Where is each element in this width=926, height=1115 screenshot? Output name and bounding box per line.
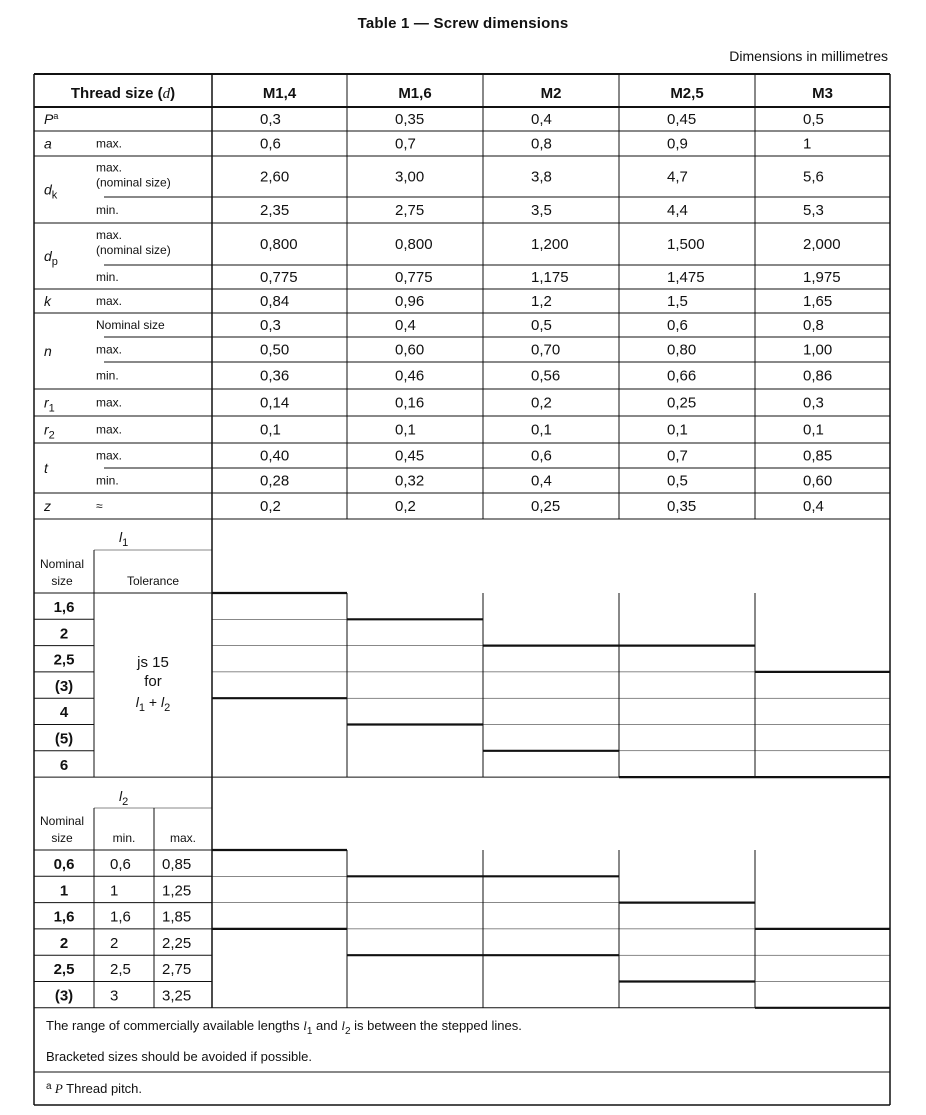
table-cell: 0,36 (260, 367, 290, 385)
table-cell: 0,32 (395, 472, 425, 490)
table-cell: 0,50 (260, 341, 290, 359)
row-symbol: $r_1$ (44, 394, 55, 415)
table-cell: 0,5 (667, 472, 688, 490)
table-cell: 0,4 (531, 111, 552, 128)
row-label: max. (96, 342, 123, 357)
row-label: max. (96, 422, 123, 437)
table-cell: 0,8 (531, 135, 552, 153)
row-symbol: $r_2$ (44, 421, 55, 442)
tolerance-text: for (144, 673, 162, 690)
l2-max: 1,85 (162, 908, 192, 926)
table-cell: 3,00 (395, 168, 425, 186)
row-symbol: $P^a$ (44, 111, 59, 127)
table-cell: 0,3 (803, 394, 824, 412)
table-cell: 0,1 (395, 421, 416, 439)
table-cell: 4,7 (667, 168, 688, 186)
l2-min: 3 (110, 987, 119, 1005)
table-cell: 0,35 (667, 498, 697, 515)
table-cell: 0,2 (395, 498, 416, 515)
dimensions-note: Dimensions in millimetres (729, 48, 888, 64)
tolerance-formula: $l_1 + l_2$ (135, 694, 171, 714)
l2-max: 1,25 (162, 882, 192, 900)
table-cell: 0,45 (667, 111, 697, 128)
row-label: ≈ (96, 499, 103, 513)
table-cell: 0,84 (260, 293, 290, 310)
nominal-label: Nominal (39, 814, 85, 828)
row-symbol: z (44, 498, 51, 514)
l2-min: 1 (110, 882, 119, 900)
table-cell: 0,85 (803, 447, 833, 465)
l2-max: 2,75 (162, 961, 192, 979)
table-cell: 0,5 (531, 317, 552, 334)
table-cell: 0,775 (260, 269, 298, 286)
row-label: min. (96, 203, 119, 217)
table-cell: 0,80 (667, 341, 697, 359)
size-column-header: M3 (812, 85, 833, 102)
l2-size: (3) (54, 987, 74, 1005)
table-cell: 0,3 (260, 317, 281, 334)
table-cell: 0,1 (531, 421, 552, 439)
table-cell: 0,40 (260, 447, 290, 465)
table-cell: 1,500 (667, 236, 705, 253)
l2-max: 3,25 (162, 987, 192, 1005)
tolerance-label: Tolerance (126, 574, 180, 588)
table-cell: 1,2 (531, 293, 552, 310)
row-label: max. (96, 395, 123, 410)
table-cell: 1,175 (531, 269, 569, 286)
table-cell: 0,9 (667, 135, 688, 153)
table-cell: 0,2 (260, 498, 281, 515)
l1-symbol: $l_1$ (119, 529, 129, 549)
table-cell: 0,60 (395, 341, 425, 359)
row-symbol: $d_k$ (44, 181, 58, 202)
size-column-header: M2,5 (670, 85, 704, 102)
table-cell: 2,60 (260, 168, 290, 186)
table-cell: 0,14 (260, 394, 290, 412)
table-cell: 1,975 (803, 269, 841, 286)
table-title: Table 1 — Screw dimensions (357, 15, 569, 32)
table-cell: 0,66 (667, 367, 697, 385)
nominal-label: Nominal (39, 557, 85, 571)
row-label: (nominal size) (96, 243, 171, 257)
table-cell: 0,4 (803, 498, 824, 515)
table-cell: 0,25 (667, 394, 697, 412)
table-cell: 0,86 (803, 367, 833, 385)
l2-size: 0,6 (53, 856, 75, 873)
l1-size: 4 (59, 704, 69, 722)
table-cell: 0,1 (667, 421, 688, 439)
l1-size: 6 (59, 756, 69, 774)
row-label: (nominal size) (96, 175, 171, 190)
table-cell: 0,45 (395, 447, 425, 465)
table-cell: 3,8 (531, 168, 552, 186)
table-cell: 0,6 (260, 135, 281, 153)
table-cell: 0,16 (395, 394, 425, 412)
table-cell: 0,2 (531, 394, 552, 412)
table-cell: 4,4 (667, 202, 688, 219)
table-cell: 1,475 (667, 269, 705, 286)
l1-size: 1,6 (53, 599, 75, 616)
table-cell: 0,4 (531, 472, 552, 490)
table-cell: 0,5 (803, 111, 824, 128)
nominal-label: size (51, 831, 73, 845)
min-label: min. (112, 831, 136, 845)
table-cell: 0,28 (260, 472, 290, 490)
size-column-header: M2 (540, 85, 562, 102)
row-label: min. (96, 473, 119, 488)
table-cell: 1,5 (667, 293, 688, 310)
nominal-label: size (51, 574, 73, 588)
table-cell: 0,8 (803, 317, 824, 334)
range-footnote: The range of commercially available lengths $l_1$ and $l_2$ is between the stepped lines. (46, 1018, 522, 1037)
table-cell: 0,800 (395, 236, 433, 253)
table-cell: 2,35 (260, 202, 290, 219)
l2-size: 2,5 (53, 961, 75, 979)
l2-min: 0,6 (110, 856, 131, 873)
table-cell: 0,800 (260, 236, 298, 253)
row-label: max. (96, 228, 123, 242)
row-symbol: n (44, 343, 52, 359)
l2-min: 2,5 (110, 961, 131, 979)
table-cell: 5,3 (803, 202, 824, 219)
row-symbol: k (44, 293, 51, 309)
l1-size: (3) (54, 677, 74, 695)
table-cell: 0,6 (667, 317, 688, 334)
max-label: max. (169, 831, 197, 845)
table-cell: 1,65 (803, 293, 833, 310)
table-cell: 0,70 (531, 341, 561, 359)
l2-max: 2,25 (162, 934, 192, 952)
table-cell: 0,46 (395, 367, 425, 385)
bracketed-footnote: Bracketed sizes should be avoided if possible. (46, 1049, 312, 1064)
thread-size-header: Thread size (d) (70, 85, 176, 102)
table-cell: 1 (803, 135, 812, 153)
l2-size: 1,6 (53, 908, 75, 926)
row-label: min. (96, 270, 119, 284)
table-cell: 0,60 (803, 472, 833, 490)
l1-size: 2,5 (53, 651, 75, 669)
row-label: max. (96, 294, 123, 308)
size-column-header: M1,4 (262, 85, 297, 102)
l2-symbol: $l_2$ (119, 788, 129, 808)
tolerance-text: js 15 (137, 654, 169, 671)
table-cell: 0,56 (531, 367, 561, 385)
row-label: max. (96, 136, 123, 151)
table-cell: 2,75 (395, 202, 425, 219)
table-cell: 1,00 (803, 341, 833, 359)
row-label: min. (96, 368, 119, 383)
row-label: max. (96, 160, 123, 175)
l2-min: 1,6 (110, 908, 131, 926)
l2-max: 0,85 (162, 856, 192, 873)
pitch-footnote: $^a$ P Thread pitch. (46, 1081, 143, 1096)
table-cell: 0,7 (395, 135, 416, 153)
size-column-header: M1,6 (398, 85, 432, 102)
row-symbol: t (44, 460, 48, 476)
table-cell: 0,25 (531, 498, 561, 515)
table-cell: 3,5 (531, 202, 552, 219)
table-cell: 0,775 (395, 269, 433, 286)
l2-size: 2 (59, 934, 69, 952)
l1-size: (5) (54, 730, 74, 748)
table-cell: 0,6 (531, 447, 552, 465)
table-cell: 0,1 (803, 421, 824, 439)
table-cell: 1,200 (531, 236, 569, 253)
table-cell: 2,000 (803, 236, 841, 253)
table-cell: 0,4 (395, 317, 416, 334)
table-cell: 0,96 (395, 293, 425, 310)
table-cell: 5,6 (803, 168, 824, 186)
l1-size: 2 (59, 625, 69, 643)
table-cell: 0,3 (260, 111, 281, 128)
l2-min: 2 (110, 934, 119, 952)
row-label: Nominal size (96, 318, 165, 332)
l2-size: 1 (59, 882, 69, 900)
table-cell: 0,7 (667, 447, 688, 465)
row-symbol: a (44, 135, 52, 152)
table-cell: 0,1 (260, 421, 281, 439)
table-cell: 0,35 (395, 111, 425, 128)
row-symbol: $d_p$ (44, 248, 58, 268)
row-label: max. (96, 448, 123, 463)
